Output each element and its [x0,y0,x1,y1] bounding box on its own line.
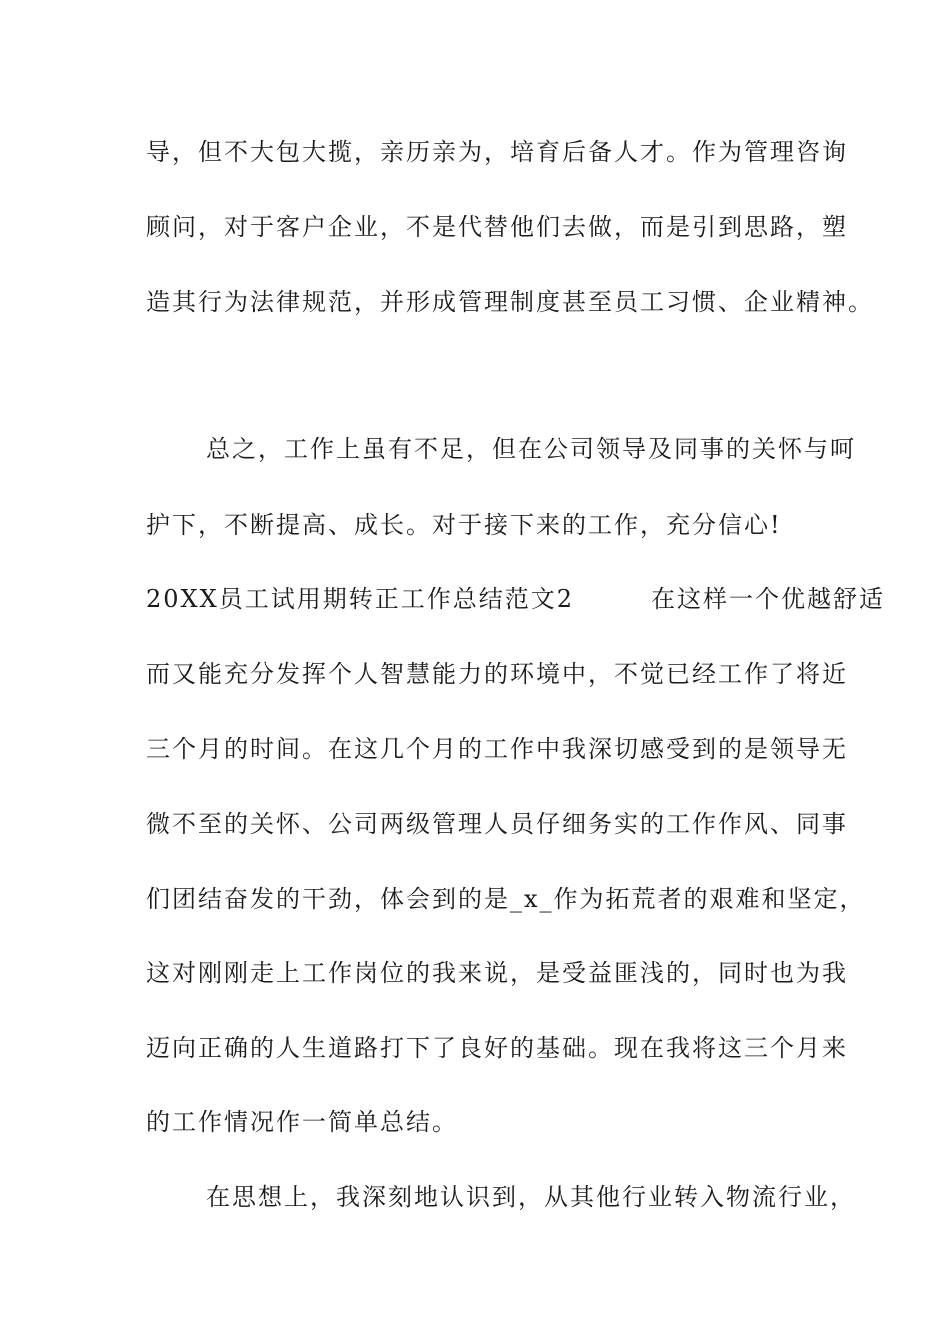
paragraph-line: 护下，不断提高、成长。对于接下来的工作，充分信心! [146,511,782,539]
paragraph-line: 导，但不大包大揽，亲历亲为，培育后备人才。作为管理咨询 [146,138,848,166]
paragraph-line: 们团结奋发的干劲，体会到的是_x_作为拓荒者的艰难和坚定， [146,885,866,913]
paragraph-line: 迈向正确的人生道路打下了良好的基础。现在我将这三个月来 [146,1034,848,1062]
paragraph-line: 三个月的时间。在这几个月的工作中我深切感受到的是领导无 [146,735,848,763]
paragraph-line: 微不至的关怀、公司两级管理人员仔细务实的工作作风、同事 [146,810,848,838]
paragraph-line: 造其行为法律规范，并形成管理制度甚至员工习惯、企业精神。 [146,288,874,316]
paragraph-line: 的工作情况作一简单总结。 [146,1108,458,1136]
paragraph-line: 在思想上，我深刻地认识到，从其他行业转入物流行业， [206,1183,856,1211]
paragraph-line: 顾问，对于客户企业，不是代替他们去做，而是引到思路，塑 [146,213,848,241]
paragraph-line: 而又能充分发挥个人智慧能力的环境中，不觉已经工作了将近 [146,660,848,688]
section-heading-line: 20XX员工试用期转正工作总结范文2 在这样一个优越舒适 [146,585,886,613]
paragraph-line: 这对刚刚走上工作岗位的我来说，是受益匪浅的，同时也为我 [146,959,848,987]
paragraph-line: 总之，工作上虽有不足，但在公司领导及同事的关怀与呵 [206,435,856,463]
